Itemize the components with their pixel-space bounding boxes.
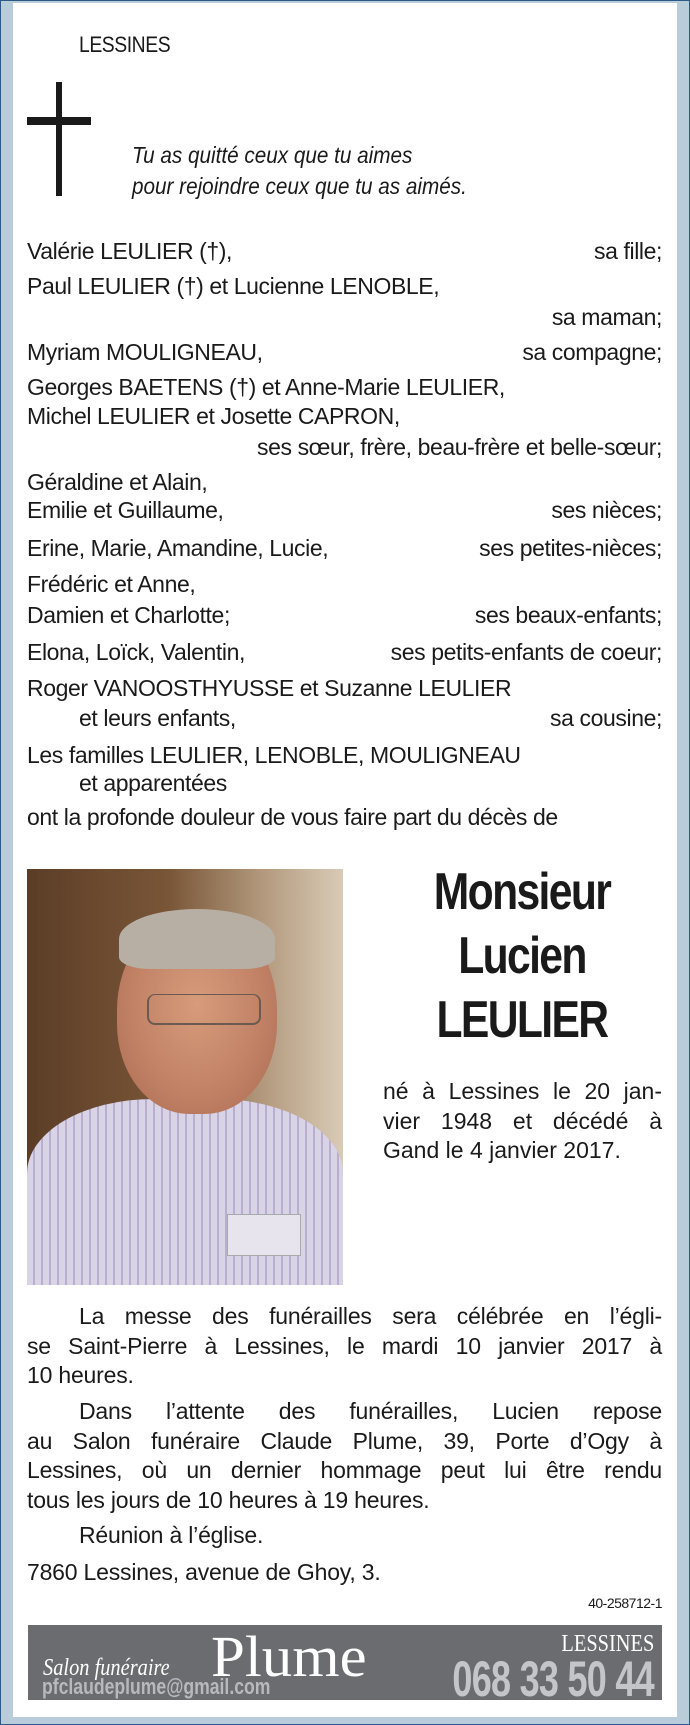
family-line — [27, 803, 662, 831]
family-relation: sa compagne; — [522, 339, 662, 365]
family-relation: ses petits-enfants de coeur; — [390, 639, 662, 665]
family-member: Emilie et Guillaume, — [27, 497, 224, 523]
family-member: Myriam MOULIGNEAU, — [27, 339, 263, 365]
meeting-line: Réunion à l’église. — [79, 1522, 264, 1548]
birth-death-info — [383, 1077, 662, 1166]
family-line — [27, 570, 662, 598]
mass-line: La messe des funérailles sera célébrée en l’égli- — [79, 1303, 662, 1329]
family-line — [27, 433, 662, 461]
family-line — [27, 769, 662, 797]
family-relation: sa maman; — [551, 304, 662, 330]
bio-line: vier 1948 et décédé à — [383, 1107, 662, 1134]
header-town: LESSINES — [79, 32, 171, 57]
family-member: Georges BAETENS (†) et Anne-Marie LEULIER, — [27, 374, 505, 400]
bio-line: né à Lessines le 20 jan- — [383, 1078, 662, 1104]
family-relation: ses petites-nièces; — [479, 535, 662, 561]
family-line — [27, 638, 662, 666]
family-member: et leurs enfants, — [79, 705, 236, 731]
family-line — [27, 303, 662, 331]
rest-line: tous les jours de 10 heures à 19 heures. — [27, 1486, 430, 1513]
family-line — [27, 534, 662, 562]
family-line — [27, 338, 662, 366]
family-line — [27, 272, 662, 300]
family-line — [27, 373, 662, 401]
deceased-last-name: LEULIER — [436, 991, 608, 1049]
family-member: Paul LEULIER (†) et Lucienne LENOBLE, — [27, 273, 440, 299]
rest-line: Dans l’attente des funérailles, Lucien repose — [79, 1398, 662, 1424]
family-member: Erine, Marie, Amandine, Lucie, — [27, 535, 329, 561]
cross-icon-bar — [27, 117, 91, 125]
address — [27, 1558, 662, 1588]
deceased-title: Monsieur — [433, 863, 611, 921]
funeral-home-banner — [28, 1625, 662, 1700]
family-relation: ses sœur, frère, beau-frère et belle-sœur; — [256, 434, 662, 460]
address-line: 7860 Lessines, avenue de Ghoy, 3. — [27, 1559, 381, 1585]
family-line — [27, 741, 662, 769]
mass-line: se Saint-Pierre à Lessines, le mardi 10 janvier 2017 à — [27, 1332, 662, 1359]
family-member: Elona, Loïck, Valentin, — [27, 639, 245, 665]
family-member: Damien et Charlotte; — [27, 602, 230, 628]
family-line — [27, 237, 662, 265]
family-relation: ses nièces; — [551, 497, 662, 523]
family-member: Les familles LEULIER, LENOBLE, MOULIGNEAU — [27, 742, 521, 768]
rest-line: au Salon funéraire Claude Plume, 39, Porte d’Ogy à — [27, 1427, 662, 1454]
family-relation: sa cousine; — [550, 705, 662, 731]
family-line — [27, 704, 662, 732]
mass-paragraph — [27, 1302, 662, 1391]
phone-number[interactable]: 068 33 50 44 — [452, 1651, 654, 1700]
family-line — [27, 402, 662, 430]
family-line — [27, 468, 662, 496]
salon-label: Salon funéraire — [43, 1655, 170, 1681]
family-line — [27, 674, 662, 702]
reference-number: 40-258712-1 — [588, 1595, 662, 1611]
family-member: Géraldine et Alain, — [27, 469, 208, 495]
email-link[interactable]: pfclaudeplume@gmail.com — [42, 1674, 271, 1699]
family-member: Valérie LEULIER (†), — [27, 238, 233, 264]
quote-line: pour rejoindre ceux que tu as aimés. — [132, 173, 467, 199]
family-member: Frédéric et Anne, — [27, 571, 196, 597]
brand-logo: Plume — [211, 1625, 367, 1689]
banner-town: LESSINES — [561, 1631, 654, 1657]
family-member: ont la profonde douleur de vous faire part du décès de — [27, 804, 558, 830]
family-member: et apparentées — [79, 770, 227, 796]
portrait-photo — [27, 869, 343, 1285]
family-line — [27, 496, 662, 524]
family-member: Michel LEULIER et Josette CAPRON, — [27, 403, 400, 429]
cross-icon — [56, 82, 62, 196]
bio-line: Gand le 4 janvier 2017. — [383, 1137, 621, 1163]
rest-line: Lessines, où un dernier hommage peut lui être rendu — [27, 1457, 662, 1483]
family-line — [27, 601, 662, 629]
family-relation: ses beaux-enfants; — [474, 602, 662, 628]
rest-paragraph — [27, 1397, 662, 1515]
family-relation: sa fille; — [594, 238, 662, 264]
mass-line: 10 heures. — [27, 1362, 134, 1388]
quote-line: Tu as quitté ceux que tu aimes — [132, 142, 413, 168]
deceased-first-name: Lucien — [458, 927, 586, 985]
meeting-paragraph — [27, 1521, 662, 1551]
family-member: Roger VANOOSTHYUSSE et Suzanne LEULIER — [27, 675, 512, 701]
